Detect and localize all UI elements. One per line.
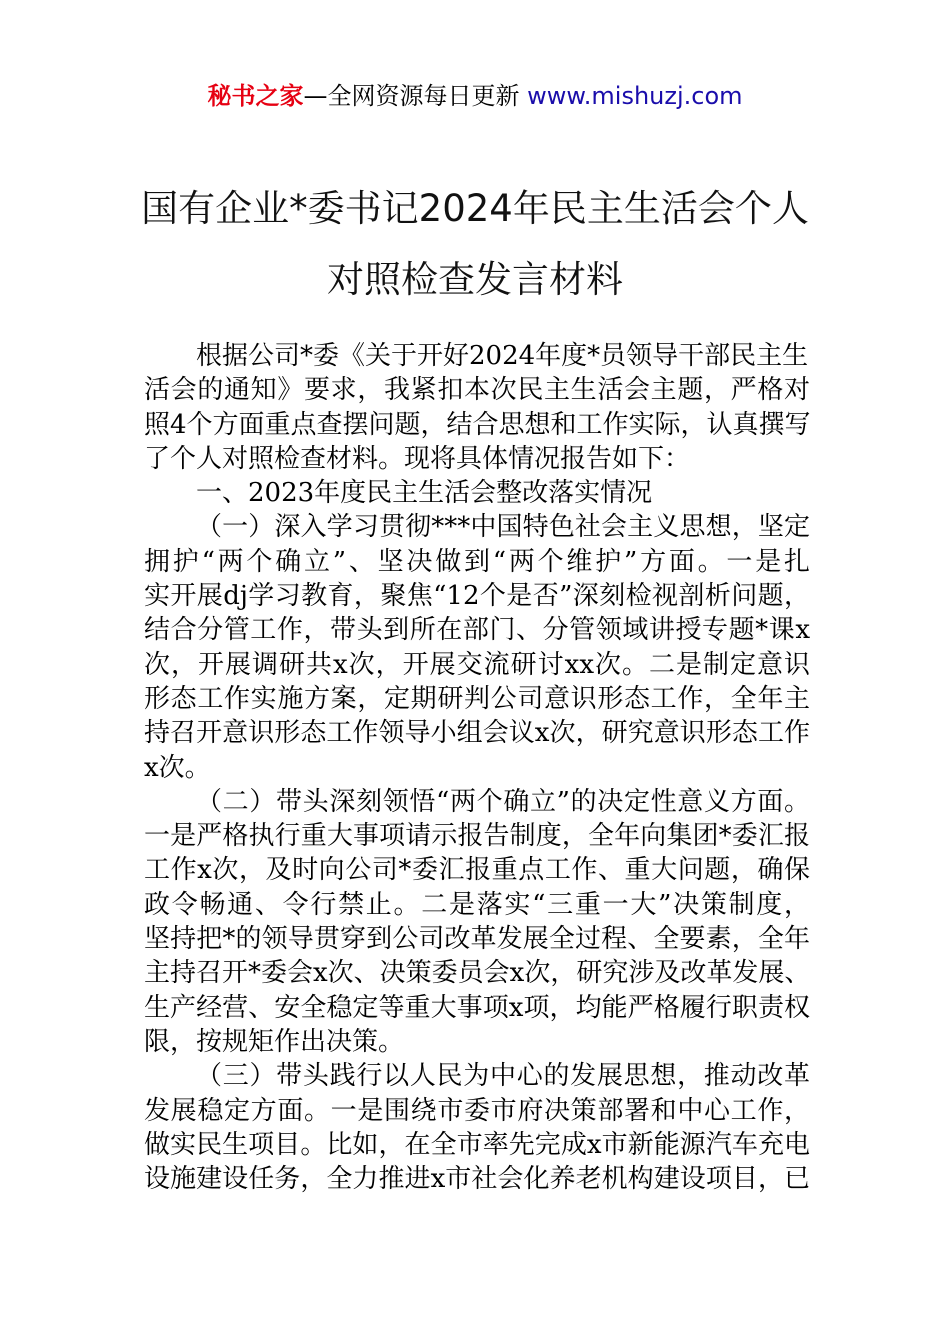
paragraph-line: 了个人对照检查材料。现将具体情况报告如下： [144, 443, 691, 474]
paragraph-line: 拥护“两个确立”、坚决做到“两个维护”方面。一是扎 [144, 546, 810, 577]
document-body [144, 339, 810, 1196]
document-title-line-2: 对照检查发言材料 [327, 258, 623, 301]
paragraph-line: 发展稳定方面。一是围绕市委市府决策部署和中心工作， [144, 1095, 810, 1126]
paragraph-line: （三）带头践行以人民为中心的发展思想，推动改革 [196, 1061, 810, 1092]
document-title-line-1: 国有企业*委书记2024年民主生活会个人 [141, 187, 809, 230]
paragraph-line: 坚持把*的领导贯穿到公司改革发展全过程、全要素，全年 [144, 924, 810, 955]
brand-name: 秘书之家 [207, 82, 304, 110]
paragraph-line: 政令畅通、令行禁止。二是落实“三重一大”决策制度， [144, 889, 810, 920]
header-slogan: —全网资源每日更新 [303, 82, 520, 110]
paragraph-line: 限，按规矩作出决策。 [144, 1026, 405, 1057]
paragraph-line: 实开展dj学习教育，聚焦“12个是否”深刻检视剖析问题， [144, 581, 810, 612]
paragraph-line: 持召开意识形态工作领导小组会议x次，研究意识形态工作 [144, 718, 810, 749]
paragraph-line: 一是严格执行重大事项请示报告制度，全年向集团*委汇报 [144, 821, 810, 852]
paragraph-line: （一）深入学习贯彻***中国特色社会主义思想，坚定 [196, 512, 810, 543]
site-url-link[interactable]: www.mishuzj.com [527, 82, 743, 110]
section-heading: 一、2023年度民主生活会整改落实情况 [196, 478, 653, 509]
paragraph-line: 照4个方面重点查摆问题，结合思想和工作实际，认真撰写 [144, 409, 811, 440]
paragraph-line: 设施建设任务，全力推进x市社会化养老机构建设项目，已 [144, 1164, 810, 1195]
paragraph-line: 生产经营、安全稳定等重大事项x项，均能严格履行职责权 [144, 992, 810, 1023]
site-header [0, 80, 950, 112]
paragraph-line: 主持召开*委会x次、决策委员会x次，研究涉及改革发展、 [144, 958, 811, 989]
paragraph-line: 次，开展调研共x次，开展交流研讨xx次。二是制定意识 [144, 649, 810, 680]
paragraph-line: 形态工作实施方案，定期研判公司意识形态工作，全年主 [144, 683, 810, 714]
paragraph-line: 工作x次，及时向公司*委汇报重点工作、重大问题，确保 [144, 855, 810, 886]
paragraph-line: x次。 [144, 752, 211, 783]
paragraph-line: （二）带头深刻领悟“两个确立”的决定性意义方面。 [196, 786, 810, 817]
paragraph-line: 结合分管工作，带头到所在部门、分管领域讲授专题*课x [144, 615, 810, 646]
paragraph-line: 根据公司*委《关于开好2024年度*员领导干部民主生 [196, 341, 809, 371]
paragraph-line: 活会的通知》要求，我紧扣本次民主生活会主题，严格对 [144, 375, 810, 406]
paragraph-line: 做实民生项目。比如，在全市率先完成x市新能源汽车充电 [144, 1129, 810, 1160]
